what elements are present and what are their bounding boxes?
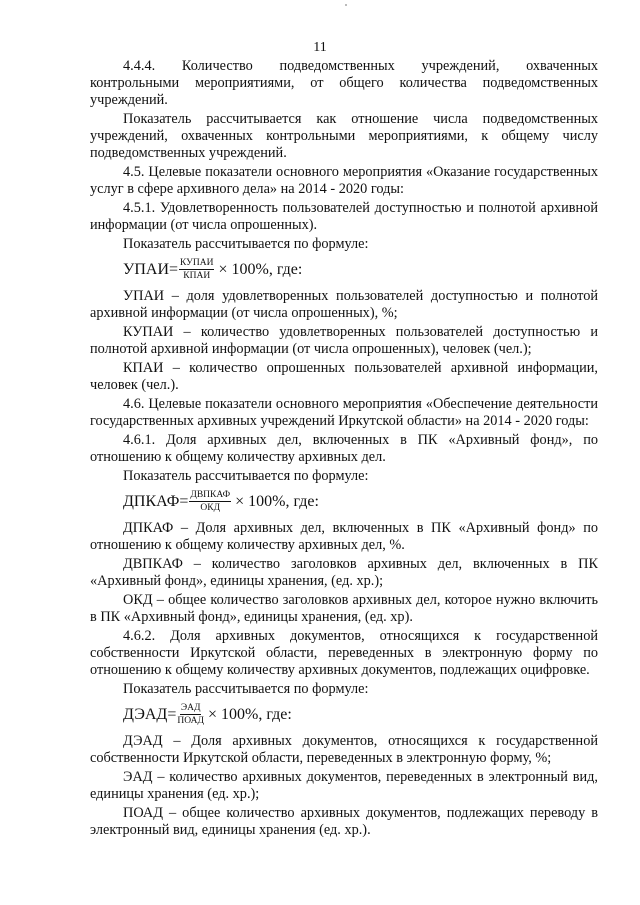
definition-kpai: КПАИ – количество опрошенных пользователей архивной информации, человек (чел.). bbox=[90, 360, 598, 393]
paragraph-4-4-4: 4.4.4. Количество подведомственных учреждений, охваченных контрольными мероприятиями, от общего количества подведомственных учреждений. bbox=[90, 58, 598, 108]
document-body bbox=[90, 58, 598, 841]
formula-rhs: × 100%, где: bbox=[235, 492, 319, 510]
formula-denominator: ОКД bbox=[200, 503, 221, 513]
formula-numerator: ДВПКАФ bbox=[190, 490, 231, 500]
formula-rhs: × 100%, где: bbox=[207, 705, 292, 723]
page-number: 11 bbox=[313, 40, 327, 55]
definition-upai: УПАИ – доля удовлетворенных пользователей доступностью и полнотой архивной информации (от числа опрошенных), %; bbox=[90, 288, 598, 321]
definition-kupai: КУПАИ – количество удовлетворенных пользователей доступностью и полнотой архивной информации (от числа опрошенных), человек (чел.); bbox=[90, 324, 598, 357]
formula-denominator: ПОАД bbox=[177, 716, 204, 726]
formula-fraction bbox=[177, 703, 204, 726]
formula-denominator: КПАИ bbox=[183, 271, 211, 281]
formula-dpkaf bbox=[123, 490, 598, 513]
paragraph-formula-intro: Показатель рассчитывается по формуле: bbox=[123, 236, 369, 252]
definition-dpkaf: ДПКАФ – Доля архивных дел, включенных в ПК «Архивный фонд» по отношению к общему количеству архивных дел, %. bbox=[90, 520, 598, 553]
scan-speck bbox=[345, 4, 347, 6]
paragraph-4-6: 4.6. Целевые показатели основного мероприятия «Обеспечение деятельности государственных архивных учреждений Иркутской области» на 2014 - 2020 годы: bbox=[90, 396, 598, 429]
formula-fraction bbox=[179, 258, 214, 281]
definition-ead: ЭАД – количество архивных документов, переведенных в электронный вид, единицы хранения (ед. хр.); bbox=[90, 769, 598, 802]
formula-numerator: КУПАИ bbox=[180, 258, 214, 268]
formula-numerator: ЭАД bbox=[180, 703, 201, 713]
paragraph-4-5: 4.5. Целевые показатели основного мероприятия «Оказание государственных услуг в сфере архивного дела» на 2014 - 2020 годы: bbox=[90, 164, 598, 197]
paragraph-4-6-1: 4.6.1. Доля архивных дел, включенных в ПК «Архивный фонд», по отношению к общему количеству архивных дел. bbox=[90, 432, 598, 465]
formula-rhs: × 100%, где: bbox=[218, 260, 303, 278]
paragraph-calc-method: Показатель рассчитывается как отношение числа подведомственных учреждений, охваченных контрольными мероприятиями, к общему числу подведомственных учреждений. bbox=[90, 111, 598, 161]
paragraph-4-6-2: 4.6.2. Доля архивных документов, относящихся к государственной собственности Иркутской области, переведенных в электронную форму по отношению к общему количеству архивных документов, подлежащих оцифровке. bbox=[90, 628, 598, 678]
paragraph-formula-intro: Показатель рассчитывается по формуле: bbox=[123, 681, 369, 697]
paragraph-formula-intro: Показатель рассчитывается по формуле: bbox=[123, 468, 369, 484]
definition-okd: ОКД – общее количество заголовков архивных дел, которое нужно включить в ПК «Архивный фонд», единицы хранения, (ед. хр). bbox=[90, 592, 598, 625]
formula-upai bbox=[123, 258, 598, 281]
definition-dvpkaf: ДВПКАФ – количество заголовков архивных дел, включенных в ПК «Архивный фонд», единицы хранения, (ед. хр.); bbox=[90, 556, 598, 589]
formula-lhs: ДЭАД= bbox=[123, 705, 177, 723]
formula-lhs: УПАИ= bbox=[123, 260, 179, 278]
definition-poad: ПОАД – общее количество архивных документов, подлежащих переводу в электронный вид, единицы хранения (ед. хр.). bbox=[90, 805, 598, 838]
formula-fraction bbox=[189, 490, 231, 513]
formula-dead bbox=[123, 703, 598, 726]
formula-lhs: ДПКАФ= bbox=[123, 492, 189, 510]
definition-dead: ДЭАД – Доля архивных документов, относящихся к государственной собственности Иркутской области, переведенных в электронную форму, %; bbox=[90, 733, 598, 766]
paragraph-4-5-1: 4.5.1. Удовлетворенность пользователей доступностью и полнотой архивной информации (от числа опрошенных). bbox=[90, 200, 598, 233]
